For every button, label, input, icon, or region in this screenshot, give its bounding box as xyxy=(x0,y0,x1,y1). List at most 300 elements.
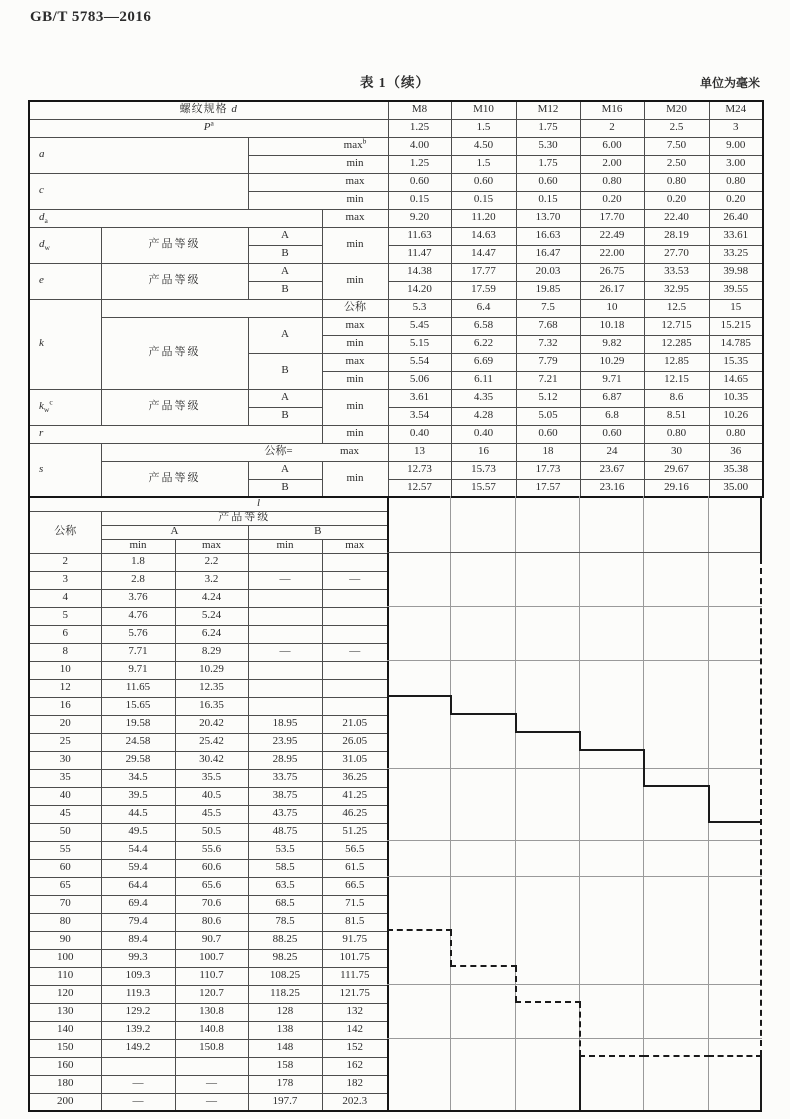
table-cell: 8.29 xyxy=(175,643,248,661)
table-cell: 4.24 xyxy=(175,589,248,607)
table-cell: max xyxy=(322,353,388,371)
table-cell: 4.50 xyxy=(451,137,516,155)
row-grid-line xyxy=(387,768,762,769)
table-cell: — xyxy=(101,1093,175,1111)
table-cell: 产品等级 xyxy=(101,317,248,389)
table-cell: 4.35 xyxy=(451,389,516,407)
right-border-dashed xyxy=(760,558,762,1056)
table-cell: 39.55 xyxy=(709,281,763,299)
table-cell: 7.32 xyxy=(516,335,580,353)
table-cell: 12.285 xyxy=(644,335,709,353)
table-cell: l xyxy=(29,497,388,511)
table-cell: 12.715 xyxy=(644,317,709,335)
table-cell: 40.5 xyxy=(175,787,248,805)
table-cell: M10 xyxy=(451,101,516,119)
row-grid-line xyxy=(387,552,762,553)
table-cell: 2 xyxy=(29,553,101,571)
table-cell: 22.40 xyxy=(644,209,709,227)
table-cell: 5.54 xyxy=(388,353,451,371)
table-cell: 1.5 xyxy=(451,155,516,173)
right-border-solid xyxy=(760,496,762,558)
table-cell: 53.5 xyxy=(248,841,322,859)
table-cell: 25.42 xyxy=(175,733,248,751)
table-cell: 121.75 xyxy=(322,985,388,1003)
column-border-solid xyxy=(579,1056,581,1110)
table-cell: 15.215 xyxy=(709,317,763,335)
table-cell: 6.00 xyxy=(580,137,644,155)
table-cell: — xyxy=(322,643,388,661)
table-cell: 89.4 xyxy=(101,931,175,949)
table-cell: 39.5 xyxy=(101,787,175,805)
table-cell: k xyxy=(29,299,101,389)
min-length-solid-line xyxy=(515,714,517,732)
table-cell: 2 xyxy=(580,119,644,137)
table-cell: 63.5 xyxy=(248,877,322,895)
row-grid-line xyxy=(387,606,762,607)
min-length-solid-line xyxy=(579,749,645,751)
table-cell: 38.75 xyxy=(248,787,322,805)
table-cell: 公称 xyxy=(29,511,101,553)
right-border-solid xyxy=(760,1056,762,1110)
table-cell: 7.79 xyxy=(516,353,580,371)
table-cell: 90.7 xyxy=(175,931,248,949)
table-cell xyxy=(101,299,322,317)
table-cell: 7.5 xyxy=(516,299,580,317)
table-cell: 91.75 xyxy=(322,931,388,949)
table-cell: 6.58 xyxy=(451,317,516,335)
standard-code: GB/T 5783—2016 xyxy=(30,9,152,25)
min-length-solid-line xyxy=(643,785,710,787)
table-cell: 119.3 xyxy=(101,985,175,1003)
table-cell: M8 xyxy=(388,101,451,119)
table-cell: 12.85 xyxy=(644,353,709,371)
table-cell: r xyxy=(29,425,322,443)
table-cell xyxy=(322,625,388,643)
table-cell: 5.3 xyxy=(388,299,451,317)
table-cell: B xyxy=(248,479,322,497)
table-cell: 158 xyxy=(248,1057,322,1075)
max-length-dashed-line xyxy=(515,1001,581,1003)
table-cell: 5.45 xyxy=(388,317,451,335)
table-cell: 66.5 xyxy=(322,877,388,895)
table-cell: 15.73 xyxy=(451,461,516,479)
table-cell: 99.3 xyxy=(101,949,175,967)
table-cell: 5.76 xyxy=(101,625,175,643)
table-cell: 8.51 xyxy=(644,407,709,425)
table-cell: 28.95 xyxy=(248,751,322,769)
table-cell: 27.70 xyxy=(644,245,709,263)
table-cell: 19.85 xyxy=(516,281,580,299)
table-cell: 142 xyxy=(322,1021,388,1039)
table-cell: 33.75 xyxy=(248,769,322,787)
table-cell: 5.15 xyxy=(388,335,451,353)
table-cell: 138 xyxy=(248,1021,322,1039)
table-cell: 78.5 xyxy=(248,913,322,931)
table-cell: 5.12 xyxy=(516,389,580,407)
table-cell: 132 xyxy=(322,1003,388,1021)
table-cell: 10.26 xyxy=(709,407,763,425)
table-cell: A xyxy=(248,461,322,479)
table-cell: 50 xyxy=(29,823,101,841)
table-cell: 160 xyxy=(29,1057,101,1075)
table-cell xyxy=(175,1057,248,1075)
table-cell: 101.75 xyxy=(322,949,388,967)
table-cell: 130.8 xyxy=(175,1003,248,1021)
table-cell: 90 xyxy=(29,931,101,949)
table-cell: 1.25 xyxy=(388,155,451,173)
table-cell: 17.70 xyxy=(580,209,644,227)
table-cell: 12.5 xyxy=(644,299,709,317)
table-cell: 6.87 xyxy=(580,389,644,407)
table-cell: 200 xyxy=(29,1093,101,1111)
table-cell xyxy=(101,1057,175,1075)
table-cell: 54.4 xyxy=(101,841,175,859)
row-grid-line xyxy=(387,840,762,841)
table-cell: $d_a$ xyxy=(29,209,322,227)
table-cell: 88.25 xyxy=(248,931,322,949)
table-cell: 10 xyxy=(29,661,101,679)
table-cell: 15.35 xyxy=(709,353,763,371)
column-grid-line xyxy=(643,496,644,1110)
max-length-dashed-line xyxy=(450,930,452,966)
table-cell: 22.00 xyxy=(580,245,644,263)
table-cell: 23.67 xyxy=(580,461,644,479)
table-cell: 2.2 xyxy=(175,553,248,571)
table-cell xyxy=(248,697,322,715)
table-cell: 15.65 xyxy=(101,697,175,715)
table-cell: min xyxy=(248,155,388,173)
table-cell: B xyxy=(248,245,322,263)
table-cell: M24 xyxy=(709,101,763,119)
table-cell: 0.20 xyxy=(644,191,709,209)
table-cell: 0.80 xyxy=(580,173,644,191)
table-cell: 35.00 xyxy=(709,479,763,497)
table-cell: min xyxy=(248,191,388,209)
table-cell: 24.58 xyxy=(101,733,175,751)
table-cell: 33.61 xyxy=(709,227,763,245)
table-cell: 140 xyxy=(29,1021,101,1039)
table-cell: 60 xyxy=(29,859,101,877)
table-cell: 11.47 xyxy=(388,245,451,263)
table-cell xyxy=(322,553,388,571)
table-cell: 17.73 xyxy=(516,461,580,479)
table-cell: 33.53 xyxy=(644,263,709,281)
table-cell: 80.6 xyxy=(175,913,248,931)
table-cell: max xyxy=(322,539,388,553)
table-cell: 18.95 xyxy=(248,715,322,733)
table-cell xyxy=(248,607,322,625)
table-cell: 0.60 xyxy=(580,425,644,443)
table-cell: 0.80 xyxy=(709,425,763,443)
table-cell: 55 xyxy=(29,841,101,859)
table-cell: 109.3 xyxy=(101,967,175,985)
table-cell xyxy=(248,625,322,643)
table-cell: 产品等级 xyxy=(101,227,248,263)
row-grid-line xyxy=(387,1038,762,1039)
max-length-dashed-line xyxy=(643,1055,710,1057)
table-cell: 0.40 xyxy=(451,425,516,443)
table-cell: 69.4 xyxy=(101,895,175,913)
table-cell: M16 xyxy=(580,101,644,119)
table-cell: 70.6 xyxy=(175,895,248,913)
table-cell: min xyxy=(322,425,388,443)
table-cell: 55.6 xyxy=(175,841,248,859)
table-cell: 10 xyxy=(580,299,644,317)
table-cell: 10.29 xyxy=(580,353,644,371)
table-cell: 0.80 xyxy=(709,173,763,191)
table-cell: 14.65 xyxy=(709,371,763,389)
table-cell: 150 xyxy=(29,1039,101,1057)
table-cell: 3 xyxy=(709,119,763,137)
table-cell: max xyxy=(322,317,388,335)
table-cell: 4.76 xyxy=(101,607,175,625)
table-cell: 68.5 xyxy=(248,895,322,913)
table-cell: 产品等级 xyxy=(101,389,248,425)
table-cell: 100.7 xyxy=(175,949,248,967)
table-cell xyxy=(322,589,388,607)
max-length-dashed-line xyxy=(708,1055,762,1057)
table-cell: max xyxy=(248,173,388,191)
table-caption: 表 1（续） xyxy=(359,75,431,90)
table-cell: 10.29 xyxy=(175,661,248,679)
table-cell: 0.60 xyxy=(388,173,451,191)
table-cell: 30.42 xyxy=(175,751,248,769)
min-length-solid-line xyxy=(450,696,452,714)
table-cell: 178 xyxy=(248,1075,322,1093)
table-cell: 120 xyxy=(29,985,101,1003)
table-cell: 16.63 xyxy=(516,227,580,245)
table-cell xyxy=(248,589,322,607)
table-cell: 18 xyxy=(516,443,580,461)
table-cell: 1.8 xyxy=(101,553,175,571)
table-cell: min xyxy=(322,389,388,425)
table-cell: — xyxy=(248,571,322,589)
length-table xyxy=(28,496,389,1112)
table-cell: 6.22 xyxy=(451,335,516,353)
table-cell: 56.5 xyxy=(322,841,388,859)
table-cell: 197.7 xyxy=(248,1093,322,1111)
table-cell: $d_w$ xyxy=(29,227,101,263)
table-cell: 61.5 xyxy=(322,859,388,877)
table-cell: 0.60 xyxy=(451,173,516,191)
table-cell: 51.25 xyxy=(322,823,388,841)
table-cell: 8 xyxy=(29,643,101,661)
table-cell: B xyxy=(248,525,388,539)
table-cell: A xyxy=(248,317,322,353)
table-cell: 4.00 xyxy=(388,137,451,155)
table-cell: 公称 xyxy=(322,299,388,317)
min-length-solid-line xyxy=(708,786,710,822)
table-cell: 59.4 xyxy=(101,859,175,877)
spec-table xyxy=(28,100,764,498)
table-cell: 23.95 xyxy=(248,733,322,751)
table-cell: 50.5 xyxy=(175,823,248,841)
table-cell: 98.25 xyxy=(248,949,322,967)
table-cell: 111.75 xyxy=(322,967,388,985)
table-cell: 7.68 xyxy=(516,317,580,335)
table-cell: 10.18 xyxy=(580,317,644,335)
table-cell: 22.49 xyxy=(580,227,644,245)
table-cell: 20.03 xyxy=(516,263,580,281)
table-cell: 12.35 xyxy=(175,679,248,697)
table-cell: 16 xyxy=(29,697,101,715)
unit-note: 单位为毫米 xyxy=(699,76,760,90)
table-cell: A xyxy=(248,263,322,281)
table-cell: 182 xyxy=(322,1075,388,1093)
row-grid-line xyxy=(387,876,762,877)
table-cell: 12 xyxy=(29,679,101,697)
table-cell: A xyxy=(248,227,322,245)
table-cell: min xyxy=(248,539,322,553)
table-cell: 17.77 xyxy=(451,263,516,281)
table-cell: 162 xyxy=(322,1057,388,1075)
table-cell: 1.25 xyxy=(388,119,451,137)
table-cell: 110 xyxy=(29,967,101,985)
table-cell: 6 xyxy=(29,625,101,643)
table-cell: 5.06 xyxy=(388,371,451,389)
table-cell: 5.05 xyxy=(516,407,580,425)
max-length-dashed-line xyxy=(387,929,452,931)
table-cell: 36.25 xyxy=(322,769,388,787)
min-length-solid-line xyxy=(450,713,517,715)
table-cell: 2.50 xyxy=(644,155,709,173)
table-cell: 180 xyxy=(29,1075,101,1093)
table-cell: 11.63 xyxy=(388,227,451,245)
table-cell: 9.71 xyxy=(101,661,175,679)
table-cell: 100 xyxy=(29,949,101,967)
table-cell xyxy=(248,661,322,679)
table-cell: 152 xyxy=(322,1039,388,1057)
table-cell: 48.75 xyxy=(248,823,322,841)
table-cell: 80 xyxy=(29,913,101,931)
min-length-solid-line xyxy=(387,695,452,697)
table-cell xyxy=(322,697,388,715)
table-cell: 14.20 xyxy=(388,281,451,299)
table-cell: 139.2 xyxy=(101,1021,175,1039)
table-cell: 31.05 xyxy=(322,751,388,769)
table-cell: 5.30 xyxy=(516,137,580,155)
table-cell: 33.25 xyxy=(709,245,763,263)
table-cell: 17.57 xyxy=(516,479,580,497)
max-length-dashed-line xyxy=(450,965,517,967)
table-cell: 110.7 xyxy=(175,967,248,985)
table-cell: 65 xyxy=(29,877,101,895)
table-cell: 128 xyxy=(248,1003,322,1021)
table-cell: max xyxy=(175,539,248,553)
table-cell: 60.6 xyxy=(175,859,248,877)
table-cell: 5 xyxy=(29,607,101,625)
table-cell: 35 xyxy=(29,769,101,787)
table-cell: 39.98 xyxy=(709,263,763,281)
table-cell: 13 xyxy=(388,443,451,461)
table-cell: 34.5 xyxy=(101,769,175,787)
table-cell: 17.59 xyxy=(451,281,516,299)
row-grid-line xyxy=(387,660,762,661)
table-cell: min xyxy=(322,335,388,353)
table-cell: 6.4 xyxy=(451,299,516,317)
table-cell: 29.58 xyxy=(101,751,175,769)
table-cell: 26.40 xyxy=(709,209,763,227)
table-cell: 0.15 xyxy=(388,191,451,209)
table-cell: 3.54 xyxy=(388,407,451,425)
min-length-solid-line xyxy=(643,750,645,786)
table-cell: 0.15 xyxy=(451,191,516,209)
row-grid-line xyxy=(387,984,762,985)
table-cell: — xyxy=(101,1075,175,1093)
table-cell: 13.70 xyxy=(516,209,580,227)
table-cell: 6.8 xyxy=(580,407,644,425)
table-cell: 0.60 xyxy=(516,425,580,443)
table-cell: 36 xyxy=(709,443,763,461)
min-length-solid-line xyxy=(515,731,581,733)
table-cell: $\max^b$ xyxy=(248,137,388,155)
table-cell: 26.05 xyxy=(322,733,388,751)
table-cell: 15 xyxy=(709,299,763,317)
table-cell: 30 xyxy=(644,443,709,461)
table-cell xyxy=(322,607,388,625)
table-cell: 0.80 xyxy=(644,425,709,443)
table-cell: 产品等级 xyxy=(101,511,388,525)
table-cell: 58.5 xyxy=(248,859,322,877)
table-cell: 0.80 xyxy=(644,173,709,191)
table-cell: 0.60 xyxy=(516,173,580,191)
table-cell: 70 xyxy=(29,895,101,913)
table-cell: A xyxy=(101,525,248,539)
table-cell: 9.71 xyxy=(580,371,644,389)
table-cell: B xyxy=(248,407,322,425)
table-cell: 118.25 xyxy=(248,985,322,1003)
table-cell xyxy=(248,553,322,571)
table-cell: 19.58 xyxy=(101,715,175,733)
table-cell: 12.57 xyxy=(388,479,451,497)
table-cell: min xyxy=(322,263,388,299)
table-cell: 45 xyxy=(29,805,101,823)
table-cell: 11.65 xyxy=(101,679,175,697)
min-length-solid-line xyxy=(708,821,762,823)
table-cell: 35.5 xyxy=(175,769,248,787)
table-cell: 9.00 xyxy=(709,137,763,155)
table-cell: 产品等级 xyxy=(101,263,248,299)
table-cell: 6.24 xyxy=(175,625,248,643)
table-cell: min xyxy=(322,461,388,497)
table-cell: min xyxy=(322,371,388,389)
table-cell: 14.63 xyxy=(451,227,516,245)
max-length-dashed-line xyxy=(579,1055,645,1057)
table-cell: 15.57 xyxy=(451,479,516,497)
table-cell: 28.19 xyxy=(644,227,709,245)
table-cell: 140.8 xyxy=(175,1021,248,1039)
table-cell: 9.20 xyxy=(388,209,451,227)
table-cell: 46.25 xyxy=(322,805,388,823)
table-cell: 64.4 xyxy=(101,877,175,895)
table-cell: 20 xyxy=(29,715,101,733)
table-cell: 16.47 xyxy=(516,245,580,263)
table-cell: 45.5 xyxy=(175,805,248,823)
table-cell: max xyxy=(322,209,388,227)
table-cell: 10.35 xyxy=(709,389,763,407)
table-cell: 0.40 xyxy=(388,425,451,443)
table-cell: — xyxy=(322,571,388,589)
table-cell: 2.5 xyxy=(644,119,709,137)
table-cell: 32.95 xyxy=(644,281,709,299)
table-cell: 24 xyxy=(580,443,644,461)
table-cell: 2.00 xyxy=(580,155,644,173)
table-cell: 16.35 xyxy=(175,697,248,715)
table-cell: 螺纹规格 d xyxy=(29,101,388,119)
table-cell: min xyxy=(101,539,175,553)
table-cell: A xyxy=(248,389,322,407)
min-length-solid-line xyxy=(387,678,389,696)
